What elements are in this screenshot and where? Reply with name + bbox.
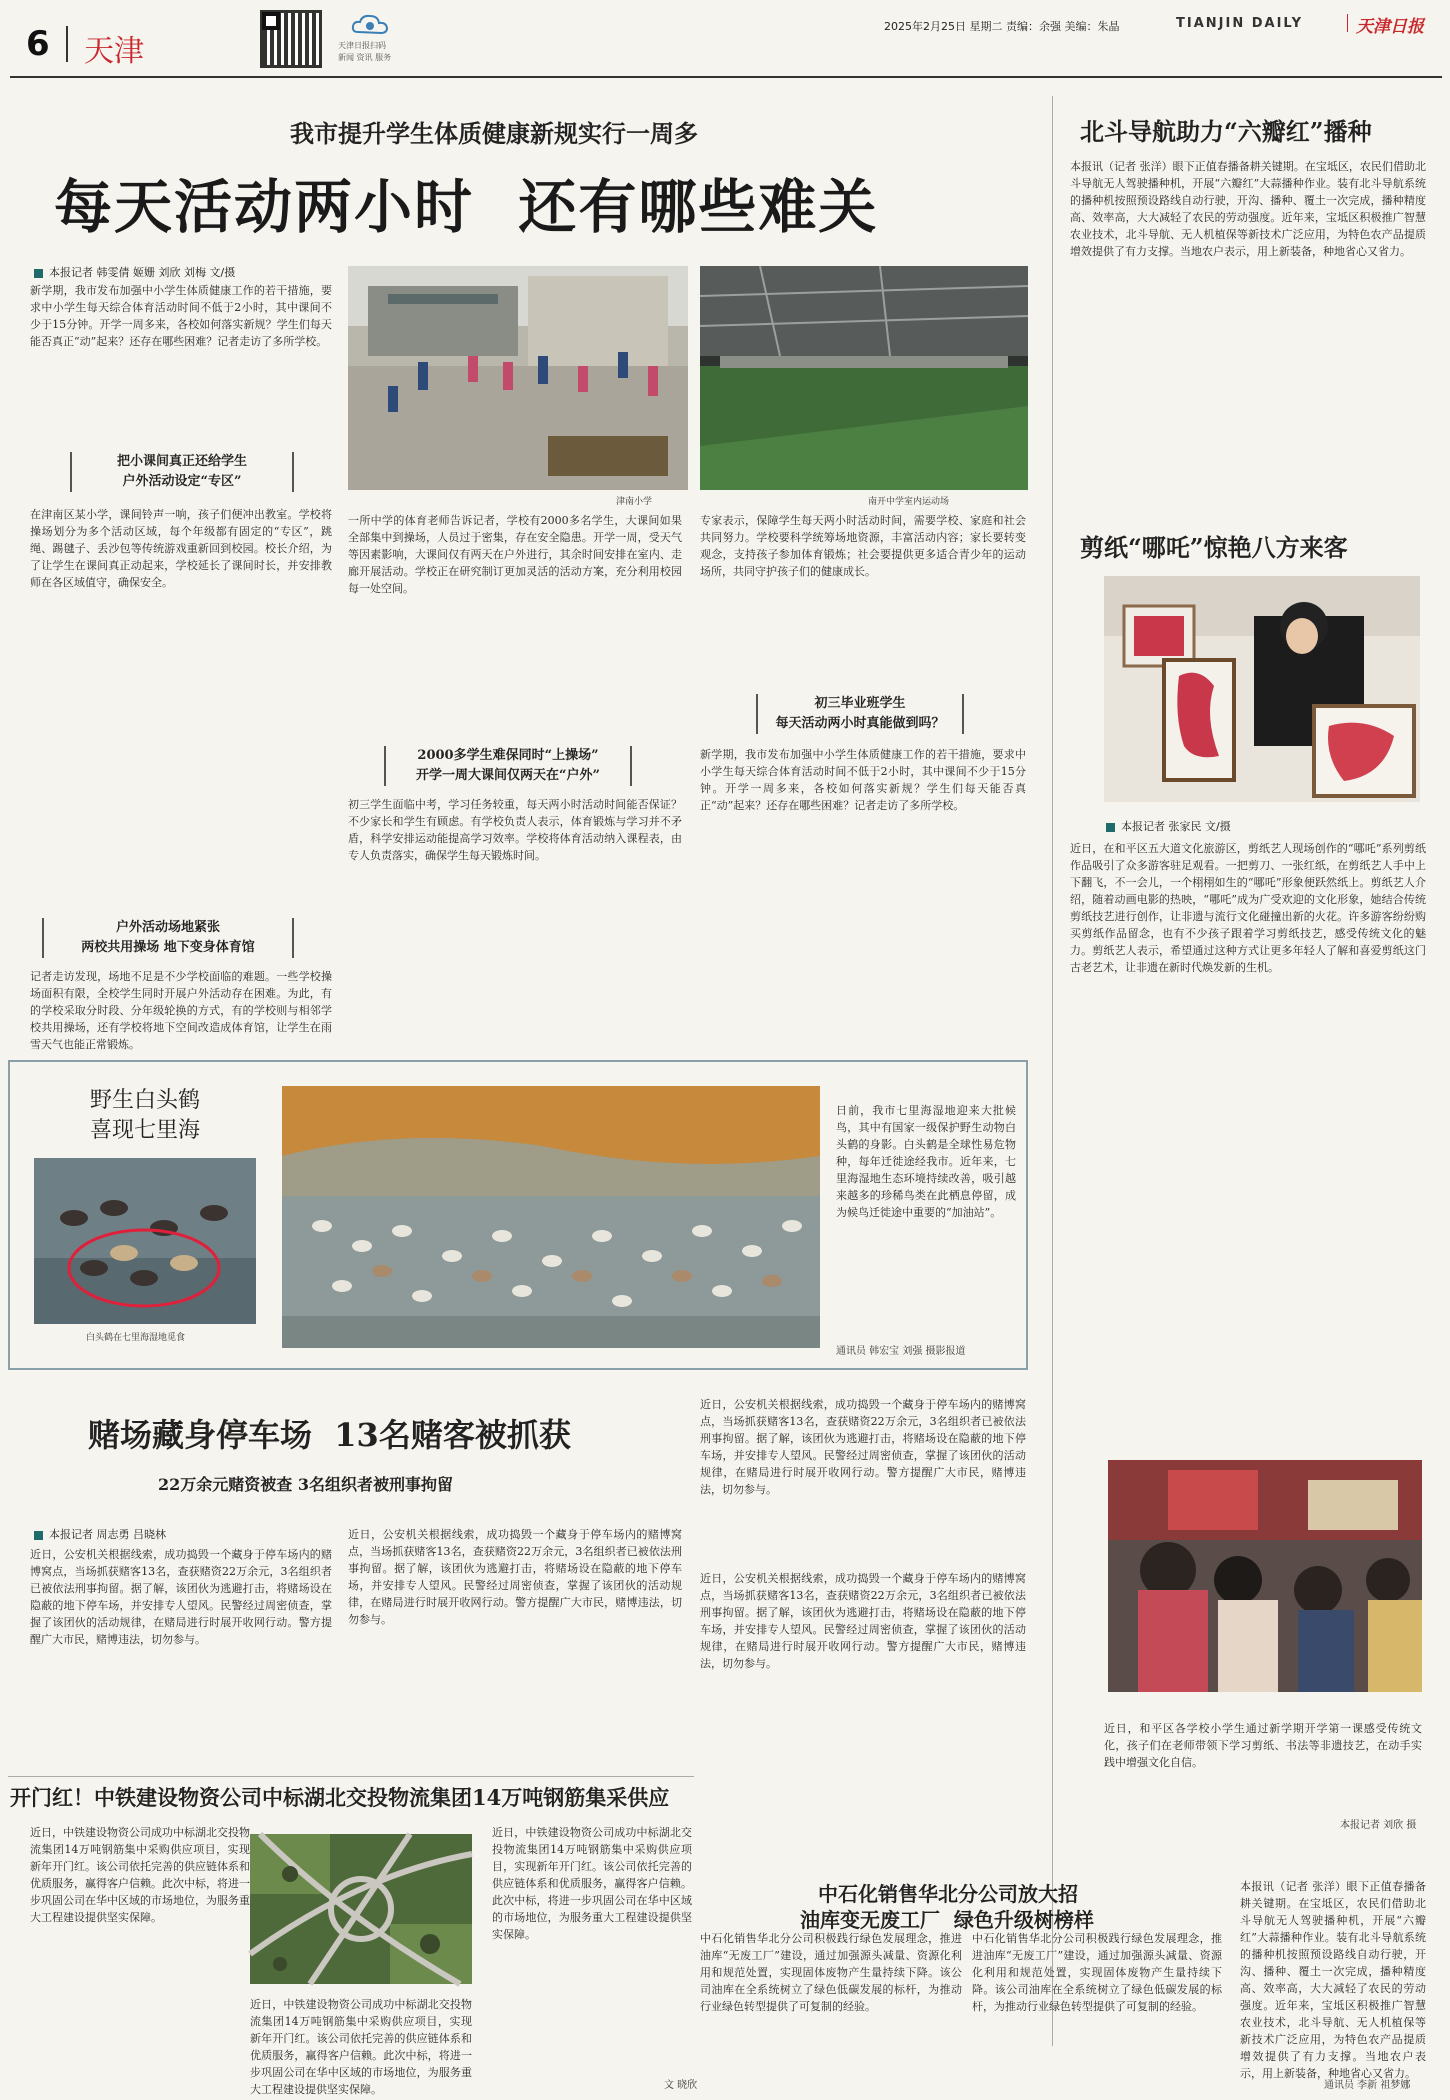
lead-subhead-1: 把小课间真正还给学生 户外活动设定“专区” [70, 452, 294, 492]
qr-caption: 天津日报扫码 [338, 41, 386, 50]
lead-kicker: 我市提升学生体质健康新规实行一周多 [290, 119, 698, 148]
casino-body-4: 近日，公安机关根据线索，成功捣毁一个藏身于停车场内的赌博窝点，当场抓获赌客13名，查获赌资22万余元，3名组织者已被依法刑事拘留。据了解，该团伙为逃避打击，将赌场设在隐蔽的地下停车场，并安排专人望风。民警经过周密侦查，掌握了该团伙的活动规律，在赌局进行时展开收网行动。警方提醒广大市民，赌博违法，切勿参与。 [700, 1572, 1026, 1670]
lead-subhead-3: 2000多学生难保同时“上操场” 开学一周大课间仅两天在“户外” [384, 746, 632, 786]
steel-body-3: 近日，中铁建设物资公司成功中标湖北交投物流集团14万吨钢筋集中采购供应项目，实现新年开门红。该公司依托完善的供应链体系和优质服务，赢得客户信赖。此次中标，将进一步巩固公司在华中区域的市场地位，为服务重大工程建设提供坚实保障。 [492, 1826, 692, 1941]
qr-corner-mark [262, 12, 280, 30]
crane-title: 野生白头鹤 喜现七里海 [90, 1088, 201, 1143]
lead-photo-indoor-field [700, 266, 1028, 490]
lead-body-2: 在津南区某小学，课间铃声一响，孩子们便冲出教室。学校将操场划分为多个活动区域，每个年级都有固定的“专区”，跳绳、踢毽子、丢沙包等传统游戏重新回到校园。校长介绍，为了让学生在课间真正动起来，学校延长了课间时长，并安排教师在各区域值守，确保安全。 [30, 508, 332, 589]
lead-headline: 每天活动两小时 还有哪些难关 [54, 173, 879, 241]
sinopec-body-2: 中石化销售华北分公司积极践行绿色发展理念，推进油库“无废工厂”建设，通过加强源头减量、资源化利用和规范处置，实现固体废物产生量持续下降。该公司油库在全系统树立了绿色低碳发展的标杆，为推动行业绿色转型提供了可复制的经验。 [972, 1932, 1222, 2013]
sinopec-body-1: 中石化销售华北分公司积极践行绿色发展理念，推进油库“无废工厂”建设，通过加强源头减量、资源化利用和规范处置，实现固体废物产生量持续下降。该公司油库在全系统树立了绿色低碳发展的标杆，为推动行业绿色转型提供了可复制的经验。 [700, 1932, 962, 2013]
lead-photo1-caption: 津南小学 [616, 497, 653, 507]
paper-name-en: TIANJIN DAILY [1176, 16, 1304, 31]
casino-headline: 赌场藏身停车场 13名赌客被抓获 [88, 1416, 571, 1454]
steel-photo-interchange [250, 1834, 472, 1984]
crane-inset-photo [34, 1158, 256, 1324]
dateline: 2025年2月25日 星期二 责编：余强 美编：朱晶 [884, 20, 1120, 33]
qr-caption-2: 新闻 资讯 服务 [338, 53, 392, 62]
paper-cut-body: 近日，在和平区五大道文化旅游区，剪纸艺人现场创作的“哪吒”系列剪纸作品吸引了众多游客驻足观看。一把剪刀、一张红纸，在剪纸艺人手中上下翻飞，不一会儿，一个栩栩如生的“哪吒”形象便跃然纸上。剪纸艺人介绍，随着动画电影的热映，“哪吒”成为广受欢迎的文化形象，她结合传统剪纸技艺进行创作，让非遗与流行文化碰撞出新的火花。许多游客纷纷购买剪纸作品留念，也有不少孩子跟着学习剪纸技艺，感受传统文化的魅力。剪纸艺人表示，希望通过这种方式让更多年轻人了解和喜爱剪纸这门古老艺术，让非遗在新时代焕发新的生机。 [1070, 842, 1426, 974]
kids-photo [1108, 1460, 1422, 1692]
kids-credit: 本报记者 刘欣 摄 [1340, 1820, 1417, 1831]
sinopec-headline-1: 中石化销售华北分公司放大招 [818, 1882, 1078, 1906]
casino-body-2: 近日，公安机关根据线索，成功捣毁一个藏身于停车场内的赌博窝点，当场抓获赌客13名，查获赌资22万余元，3名组织者已被依法刑事拘留。据了解，该团伙为逃避打击，将赌场设在隐蔽的地下停车场，并安排专人望风。民警经过周密侦查，掌握了该团伙的活动规律，在赌局进行时展开收网行动。警方提醒广大市民，赌博违法，切勿参与。 [348, 1528, 682, 1626]
casino-byline: 本报记者 周志勇 吕晓林 [34, 1526, 166, 1542]
masthead [0, 0, 1450, 78]
crane-feature-box [8, 1060, 1028, 1370]
right-bottom-body: 本报讯（记者 张洋）眼下正值春播备耕关键期。在宝坻区，农民们借助北斗导航无人驾驶播种机，开展“六瓣红”大蒜播种作业。装有北斗导航系统的播种机按照预设路线自动行驶，开沟、播种、覆土一次完成，播种精度高、效率高，大大减轻了农民的劳动强度。近年来，宝坻区积极推广智慧农业技术，北斗导航、无人机植保等新技术广泛应用，为特色农产品提质增效提供了有力支撑。当地农户表示，用上新装备，种地省心又省力。 [1240, 1880, 1426, 2080]
lead-subhead-2: 户外活动场地紧张 两校共用操场 地下变身体育馆 [42, 918, 294, 958]
paper-cut-photo [1104, 576, 1420, 802]
beidou-body: 本报讯（记者 张洋）眼下正值春播备耕关键期。在宝坻区，农民们借助北斗导航无人驾驶播种机，开展“六瓣红”大蒜播种作业。装有北斗导航系统的播种机按照预设路线自动行驶，开沟、播种、覆土一次完成，播种精度高、效率高，大大减轻了农民的劳动强度。近年来，宝坻区积极推广智慧农业技术，北斗导航、无人机植保等新技术广泛应用，为特色农产品提质增效提供了有力支撑。当地农户表示，用上新装备，种地省心又省力。 [1070, 160, 1426, 258]
lead-body-7: 新学期，我市发布加强中小学生体质健康工作的若干措施，要求中小学生每天综合体育活动时间不低于2小时，其中课间不少于15分钟。开学一周多来，各校如何落实新规？学生们每天能否真正“动”起来？还存在哪些困难？记者走访了多所学校。 [700, 748, 1026, 812]
lead-body-3: 记者走访发现，场地不足是不少学校面临的难题。一些学校操场面积有限，全校学生同时开展户外活动存在困难。为此，有的学校采取分时段、分年级轮换的方式，有的学校则与相邻学校共用操场，还有学校将地下空间改造成体育馆，让学生在雨雪天气也能正常锻炼。 [30, 970, 332, 1051]
steel-headline: 开门红！中铁建设物资公司中标湖北交投物流集团14万吨钢筋集采供应 [10, 1785, 670, 1810]
steel-body-1: 近日，中铁建设物资公司成功中标湖北交投物流集团14万吨钢筋集中采购供应项目，实现新年开门红。该公司依托完善的供应链体系和优质服务，赢得客户信赖。此次中标，将进一步巩固公司在华中区域的市场地位，为服务重大工程建设提供坚实保障。 [30, 1826, 250, 1924]
paper-name-cn: 天津日报 [1356, 17, 1424, 37]
paper-cut-headline: 剪纸“哪吒”惊艳八方来客 [1080, 533, 1348, 562]
casino-body-3: 近日，公安机关根据线索，成功捣毁一个藏身于停车场内的赌博窝点，当场抓获赌客13名，查获赌资22万余元，3名组织者已被依法刑事拘留。据了解，该团伙为逃避打击，将赌场设在隐蔽的地下停车场，并安排专人望风。民警经过周密侦查，掌握了该团伙的活动规律，在赌局进行时展开收网行动。警方提醒广大市民，赌博违法，切勿参与。 [700, 1398, 1026, 1496]
casino-body-1: 近日，公安机关根据线索，成功捣毁一个藏身于停车场内的赌博窝点，当场抓获赌客13名，查获赌资22万余元，3名组织者已被依法刑事拘留。据了解，该团伙为逃避打击，将赌场设在隐蔽的地下停车场，并安排专人望风。民警经过周密侦查，掌握了该团伙的活动规律，在赌局进行时展开收网行动。警方提醒广大市民，赌博违法，切勿参与。 [30, 1548, 332, 1646]
sinopec-headline-2: 油库变无废工厂 绿色升级树榜样 [800, 1908, 1094, 1932]
app-logo-icon [350, 12, 390, 36]
beidou-headline: 北斗导航助力“六瓣红”播种 [1080, 117, 1372, 146]
lead-body-1: 新学期，我市发布加强中小学生体质健康工作的若干措施，要求中小学生每天综合体育活动时间不低于2小时，其中课间不少于15分钟。开学一周多来，各校如何落实新规？学生们每天能否真正“动”起来？还存在哪些困难？记者走访了多所学校。 [30, 284, 332, 348]
crane-main-photo [282, 1086, 820, 1348]
sinopec-credit: 通讯员 李新 祖梦娜 [1324, 2080, 1411, 2091]
steel-body-2: 近日，中铁建设物资公司成功中标湖北交投物流集团14万吨钢筋集中采购供应项目，实现新年开门红。该公司依托完善的供应链体系和优质服务，赢得客户信赖。此次中标，将进一步巩固公司在华中区域的市场地位，为服务重大工程建设提供坚实保障。 [250, 1998, 472, 2096]
lead-photo2-caption: 南开中学室内运动场 [868, 497, 950, 507]
lead-subhead-4: 初三毕业班学生 每天活动两小时真能做到吗？ [756, 694, 964, 734]
page-number: 6 [26, 24, 50, 64]
crane-body: 日前，我市七里海湿地迎来大批候鸟，其中有国家一级保护野生动物白头鹤的身影。白头鹤是全球性易危物种，每年迁徙途经我市。近年来，七里海湿地生态环境持续改善，吸引越来越多的珍稀鸟类在此栖息停留，成为候鸟迁徙途中重要的“加油站”。 [836, 1104, 1016, 1219]
crane-inset-caption: 白头鹤在七里海湿地觅食 [86, 1333, 186, 1343]
steel-credit: 文 晓欣 [664, 2080, 698, 2091]
lead-body-5: 初三学生面临中考，学习任务较重，每天两小时活动时间能否保证？不少家长和学生有顾虑。有学校负责人表示，体育锻炼与学习并不矛盾，科学安排运动能提高学习效率。学校将体育活动纳入课程表，由专人负责落实，确保学生每天锻炼时间。 [348, 798, 682, 862]
crane-credit: 通讯员 韩宏宝 刘强 摄影报道 [836, 1346, 966, 1357]
lead-byline: 本报记者 韩雯倩 姬姗 刘欣 刘梅 文/摄 [34, 264, 235, 280]
paper-cut-byline: 本报记者 张家民 文/摄 [1106, 818, 1231, 834]
casino-subhead: 22万余元赌资被查 3名组织者被刑事拘留 [158, 1475, 453, 1494]
lead-body-4: 一所中学的体育老师告诉记者，学校有2000多名学生，大课间如果全部集中到操场，人员过于密集，存在安全隐患。开学一周，受天气等因素影响，大课间仅有两天在户外进行，其余时间安排在室内、走廊开展活动。学校正在研究制订更加灵活的活动方案，充分利用校园每一处空间。 [348, 514, 682, 595]
kids-body: 近日，和平区各学校小学生通过新学期开学第一课感受传统文化，孩子们在老师带领下学习剪纸、书法等非遗技艺，在动手实践中增强文化自信。 [1104, 1722, 1422, 1769]
section-name: 天津 [84, 34, 144, 69]
lead-body-6: 专家表示，保障学生每天两小时活动时间，需要学校、家庭和社会共同努力。学校要科学统筹场地资源，丰富活动内容；家长要转变观念，支持孩子参加体育锻炼；社会要提供更多适合青少年的运动场所，共同守护孩子们的健康成长。 [700, 514, 1026, 578]
lead-photo-schoolyard [348, 266, 688, 490]
